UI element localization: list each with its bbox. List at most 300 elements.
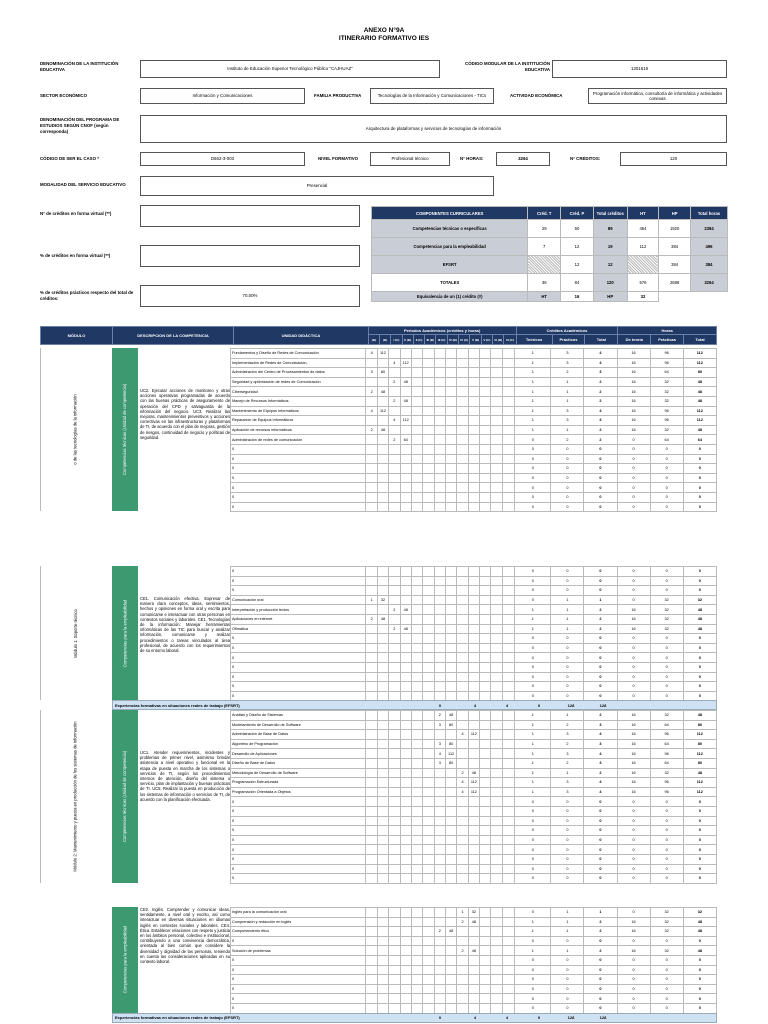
table-cell: 0: [683, 1003, 716, 1013]
table-cell: 112: [377, 349, 388, 359]
table-cell: 1: [515, 711, 551, 721]
unit-header: UNIDAD DIDÁCTICA: [234, 327, 369, 345]
table-cell: 2: [584, 396, 617, 406]
table-cell: [491, 845, 502, 855]
units-table: [230, 907, 717, 1014]
virtual-pct-label: % de créditos en forma virtual (**): [40, 253, 111, 258]
table-cell: 0: [515, 473, 551, 483]
table-cell: 0: [617, 936, 650, 946]
table-cell: [400, 492, 411, 502]
table-cell: [480, 643, 491, 653]
table-cell: [502, 1003, 514, 1013]
table-cell: [389, 730, 400, 740]
table-cell: 0: [617, 816, 650, 826]
table-cell: 0: [650, 454, 683, 464]
table-cell: [434, 368, 445, 378]
table-cell: 0: [551, 955, 584, 965]
table-cell: 0: [683, 672, 716, 682]
table-cell: [411, 444, 422, 454]
table-cell: [457, 975, 468, 985]
table-cell: [389, 672, 400, 682]
table-cell: 0: [551, 691, 584, 701]
table-cell: [400, 634, 411, 644]
table-row: [231, 614, 717, 624]
table-cell: 0: [515, 492, 551, 502]
table-row: [231, 797, 717, 807]
table-cell: Interpretación y producción textos: [231, 605, 366, 615]
table-cell: 32: [650, 917, 683, 927]
table-cell: [480, 917, 491, 927]
table-cell: [502, 955, 514, 965]
table-cell: [445, 605, 456, 615]
table-cell: 1: [515, 387, 551, 397]
table-cell: 0: [650, 965, 683, 975]
table-cell: 64: [400, 435, 411, 445]
table-cell: [377, 936, 388, 946]
efsrt-value: 4: [473, 1015, 477, 1021]
table-cell: 1: [551, 605, 584, 615]
table-row: [231, 720, 717, 730]
table-cell: 0: [617, 634, 650, 644]
table-cell: [468, 1003, 479, 1013]
table-cell: [502, 749, 514, 759]
table-row: [231, 778, 717, 788]
table-cell: [434, 653, 445, 663]
table-cell: 0: [515, 797, 551, 807]
table-cell: 1: [515, 425, 551, 435]
table-cell: [491, 730, 502, 740]
table-cell: [400, 387, 411, 397]
hours-practice-header: Prácticas: [651, 335, 684, 345]
credits-header: Créditos Académicos: [516, 327, 618, 335]
table-cell: [423, 854, 434, 864]
table-cell: [377, 502, 388, 512]
table-cell: 0: [650, 1003, 683, 1013]
table-cell: [457, 994, 468, 1004]
table-cell: [502, 917, 514, 927]
table-cell: [480, 653, 491, 663]
table-cell: [502, 444, 514, 454]
table-cell: 0: [231, 965, 366, 975]
table-cell: 1: [515, 624, 551, 634]
table-cell: 0: [617, 435, 650, 445]
table-cell: [411, 682, 422, 692]
table-cell: [411, 416, 422, 426]
table-cell: [491, 758, 502, 768]
table-cell: [502, 387, 514, 397]
table-cell: [480, 454, 491, 464]
table-cell: [366, 435, 377, 445]
table-cell: [468, 349, 479, 359]
table-cell: [400, 368, 411, 378]
table-cell: [491, 634, 502, 644]
table-cell: 1: [515, 349, 551, 359]
table-cell: 0: [551, 483, 584, 493]
table-cell: [502, 614, 514, 624]
table-cell: [423, 396, 434, 406]
table-cell: 16: [617, 425, 650, 435]
table-cell: 2: [584, 377, 617, 387]
periods-header: Periodos Académicos (créditos y horas): [368, 327, 516, 335]
table-cell: 0: [584, 984, 617, 994]
table-cell: 0: [650, 502, 683, 512]
table-cell: [434, 874, 445, 884]
table-cell: 0: [650, 473, 683, 483]
units-table: [230, 348, 717, 512]
table-cell: [377, 826, 388, 836]
table-cell: [480, 955, 491, 965]
table-cell: [423, 864, 434, 874]
table-cell: [400, 464, 411, 474]
table-cell: [468, 416, 479, 426]
table-cell: 0: [650, 672, 683, 682]
table-cell: [366, 454, 377, 464]
table-cell: 112: [683, 358, 716, 368]
table-cell: [457, 662, 468, 672]
table-cell: [434, 908, 445, 918]
comp-cell: 2384: [690, 220, 727, 238]
table-cell: [366, 711, 377, 721]
table-cell: 48: [683, 927, 716, 937]
table-cell: 0: [683, 634, 716, 644]
table-cell: [445, 416, 456, 426]
table-cell: 0: [683, 955, 716, 965]
comp-row: [372, 256, 728, 274]
table-cell: [457, 473, 468, 483]
table-cell: [491, 502, 502, 512]
table-cell: 3: [551, 358, 584, 368]
table-cell: 0: [551, 797, 584, 807]
table-cell: 0: [515, 643, 551, 653]
table-cell: Administración del Centro de Procesamientos de datos: [231, 368, 366, 378]
table-cell: 0: [551, 994, 584, 1004]
table-cell: [480, 425, 491, 435]
table-cell: Análisis y Diseño de Sistemas: [231, 711, 366, 721]
comp-cell: 29: [528, 220, 561, 238]
table-cell: 112: [468, 730, 479, 740]
comp-cell: 120: [593, 274, 627, 292]
comp-name: EFSRT: [372, 256, 528, 274]
comp-row: [372, 220, 728, 238]
table-row: [231, 1003, 717, 1013]
efsrt-label: Experiencias formativas en situaciones reales de trabajo (EFSRT): [115, 1015, 240, 1021]
table-cell: [502, 768, 514, 778]
table-cell: 16: [617, 614, 650, 624]
table-cell: [480, 711, 491, 721]
table-cell: [457, 1003, 468, 1013]
table-cell: [377, 483, 388, 493]
table-cell: [491, 826, 502, 836]
table-cell: [400, 826, 411, 836]
table-cell: [423, 614, 434, 624]
table-cell: 0: [683, 826, 716, 836]
table-cell: [411, 502, 422, 512]
sector-label: SECTOR ECONÓMICO: [40, 93, 87, 98]
table-cell: 0: [515, 483, 551, 493]
table-cell: [377, 1003, 388, 1013]
table-cell: 4: [584, 358, 617, 368]
table-cell: Programación Orientada a Objetos: [231, 787, 366, 797]
comp-cell: 84: [561, 274, 594, 292]
table-cell: [366, 492, 377, 502]
table-cell: [377, 624, 388, 634]
table-cell: 2: [389, 377, 400, 387]
table-cell: [480, 406, 491, 416]
table-cell: 2: [389, 396, 400, 406]
table-row: [231, 454, 717, 464]
table-cell: [389, 614, 400, 624]
table-cell: [400, 768, 411, 778]
table-cell: [502, 975, 514, 985]
table-cell: [423, 874, 434, 884]
table-cell: [366, 483, 377, 493]
table-cell: Administración de Base de Datos: [231, 730, 366, 740]
efsrt-value: 128: [599, 702, 607, 708]
table-cell: 48: [683, 624, 716, 634]
hours-label: N° HORAS:: [460, 156, 484, 161]
table-cell: [411, 936, 422, 946]
table-cell: Algoritmo de Programación: [231, 739, 366, 749]
table-cell: 0: [231, 975, 366, 985]
table-cell: [445, 614, 456, 624]
table-cell: [423, 358, 434, 368]
table-cell: [491, 643, 502, 653]
table-cell: [480, 739, 491, 749]
table-cell: 0: [551, 473, 584, 483]
table-cell: 0: [617, 975, 650, 985]
table-cell: 2: [551, 758, 584, 768]
table-cell: [411, 349, 422, 359]
table-cell: [377, 749, 388, 759]
table-cell: 16: [617, 406, 650, 416]
table-cell: 32: [650, 768, 683, 778]
units-table: [230, 710, 717, 884]
table-cell: [411, 768, 422, 778]
table-row: [231, 691, 717, 701]
table-cell: 1: [515, 377, 551, 387]
table-cell: [366, 444, 377, 454]
table-cell: [377, 908, 388, 918]
competency-type-text: Competencias para la empleabilidad: [122, 925, 128, 994]
comp-cell: 7: [528, 238, 561, 256]
table-cell: 0: [551, 502, 584, 512]
table-cell: 4: [584, 416, 617, 426]
table-cell: [434, 845, 445, 855]
table-cell: [502, 984, 514, 994]
doc-subtitle: ITINERARIO FORMATIVO IES: [338, 35, 430, 42]
table-cell: [468, 643, 479, 653]
table-cell: 0: [551, 682, 584, 692]
table-row: [231, 406, 717, 416]
table-cell: 112: [683, 349, 716, 359]
table-cell: 0: [551, 965, 584, 975]
table-cell: [377, 464, 388, 474]
table-cell: 96: [650, 349, 683, 359]
table-cell: 0: [584, 643, 617, 653]
table-cell: [434, 567, 445, 577]
table-cell: 0: [515, 691, 551, 701]
table-cell: 0: [617, 464, 650, 474]
table-cell: [400, 691, 411, 701]
table-cell: [502, 739, 514, 749]
table-cell: 3: [584, 720, 617, 730]
table-cell: [502, 854, 514, 864]
table-cell: [434, 778, 445, 788]
table-cell: [480, 624, 491, 634]
table-row: [231, 492, 717, 502]
table-cell: 0: [231, 483, 366, 493]
table-row: [231, 946, 717, 956]
table-cell: [366, 720, 377, 730]
table-cell: [434, 787, 445, 797]
table-cell: [480, 483, 491, 493]
table-cell: [502, 653, 514, 663]
competency-type-label: [112, 710, 138, 883]
table-cell: 0: [231, 994, 366, 1004]
table-cell: 64: [650, 368, 683, 378]
comp-name: Competencias para la empleabilidad: [372, 238, 528, 256]
table-cell: 2: [584, 387, 617, 397]
table-cell: [400, 576, 411, 586]
table-cell: [377, 586, 388, 596]
table-cell: 1: [515, 787, 551, 797]
table-cell: [377, 984, 388, 994]
comp-cell: 12: [561, 238, 594, 256]
table-cell: [423, 662, 434, 672]
table-cell: [411, 435, 422, 445]
table-cell: 0: [551, 864, 584, 874]
table-cell: 0: [231, 454, 366, 464]
table-cell: 1: [551, 711, 584, 721]
table-cell: [468, 368, 479, 378]
period-col: II (B): [402, 335, 413, 345]
table-cell: [377, 768, 388, 778]
table-cell: [411, 377, 422, 387]
table-cell: [423, 643, 434, 653]
period-col: III (B): [425, 335, 436, 345]
table-cell: [480, 682, 491, 692]
table-cell: 2: [584, 425, 617, 435]
table-cell: 4: [389, 358, 400, 368]
table-cell: 112: [377, 406, 388, 416]
table-cell: [400, 614, 411, 624]
table-cell: [457, 586, 468, 596]
table-cell: [389, 586, 400, 596]
table-cell: [377, 358, 388, 368]
table-cell: 112: [400, 358, 411, 368]
table-cell: [502, 368, 514, 378]
table-cell: [423, 730, 434, 740]
desc-header: DESCRIPCION DE LA COMPETENCIA: [112, 327, 233, 345]
period-col: II (C): [413, 335, 424, 345]
table-cell: [491, 984, 502, 994]
table-cell: 80: [683, 368, 716, 378]
table-cell: 32: [650, 396, 683, 406]
table-row: [231, 595, 717, 605]
table-cell: 0: [584, 994, 617, 1004]
table-cell: 0: [617, 473, 650, 483]
table-row: [231, 682, 717, 692]
table-cell: 0: [584, 653, 617, 663]
table-cell: 0: [650, 634, 683, 644]
table-cell: [480, 936, 491, 946]
table-cell: 1: [515, 406, 551, 416]
table-cell: 48: [468, 946, 479, 956]
table-cell: [377, 454, 388, 464]
table-cell: 0: [650, 464, 683, 474]
family-label: FAMILIA PRODUCTIVA: [314, 93, 362, 98]
table-cell: [445, 387, 456, 397]
table-cell: [491, 387, 502, 397]
table-cell: [457, 483, 468, 493]
table-cell: [411, 730, 422, 740]
table-cell: [457, 720, 468, 730]
table-cell: [480, 797, 491, 807]
table-cell: 0: [231, 835, 366, 845]
table-cell: 0: [584, 936, 617, 946]
table-cell: [389, 567, 400, 577]
table-cell: 0: [515, 653, 551, 663]
table-cell: 80: [445, 739, 456, 749]
table-cell: 2: [551, 368, 584, 378]
table-cell: 16: [617, 778, 650, 788]
table-cell: 0: [683, 444, 716, 454]
table-cell: [389, 425, 400, 435]
table-cell: 0: [683, 835, 716, 845]
module-text: Módulo 2: Mantenimiento y puesta en producción de los sistemas de información: [73, 721, 79, 872]
table-cell: 0: [617, 826, 650, 836]
table-cell: Comprensión y redacción en inglés: [231, 917, 366, 927]
table-cell: [445, 483, 456, 493]
table-cell: 0: [231, 586, 366, 596]
table-cell: [502, 605, 514, 615]
table-cell: 16: [617, 605, 650, 615]
table-cell: [445, 835, 456, 845]
table-cell: 0: [515, 595, 551, 605]
table-cell: [423, 605, 434, 615]
table-cell: [423, 797, 434, 807]
table-cell: 0: [231, 816, 366, 826]
table-cell: [411, 396, 422, 406]
table-cell: 32: [650, 927, 683, 937]
table-cell: 0: [515, 662, 551, 672]
table-row: [231, 845, 717, 855]
table-cell: 0: [231, 955, 366, 965]
table-cell: [457, 984, 468, 994]
modality-value: Presencial: [140, 176, 494, 196]
table-cell: 32: [650, 595, 683, 605]
table-cell: 0: [584, 483, 617, 493]
table-cell: [491, 396, 502, 406]
table-cell: [468, 816, 479, 826]
table-cell: 0: [617, 908, 650, 918]
table-cell: [366, 864, 377, 874]
table-cell: 32: [650, 387, 683, 397]
table-cell: [434, 586, 445, 596]
competency-description: CE1. Comunicación efectiva. Expresar de manera clara conceptos, ideas, sentimientos, hechos y opiniones en forma oral y escrita para comunicarse e interactuar con otras personas en contextos sociales y laborales. CE1. Tecnologías de la información: Manejar herramientas informáticas de las TIC para buscar y analizar información, comunicarse y realizar procedimientos o tareas vinculados al área profesional, de acuerdo con los requerimientos de su entorno laboral.: [140, 596, 230, 654]
period-col: VI (B): [492, 335, 503, 345]
equivalence-row: [372, 292, 728, 302]
table-cell: 4: [366, 349, 377, 359]
table-cell: 0: [683, 662, 716, 672]
table-cell: [502, 416, 514, 426]
table-cell: 0: [584, 797, 617, 807]
table-cell: [491, 605, 502, 615]
table-cell: 0: [515, 864, 551, 874]
table-cell: 0: [584, 955, 617, 965]
table-cell: [491, 368, 502, 378]
table-cell: [445, 1003, 456, 1013]
